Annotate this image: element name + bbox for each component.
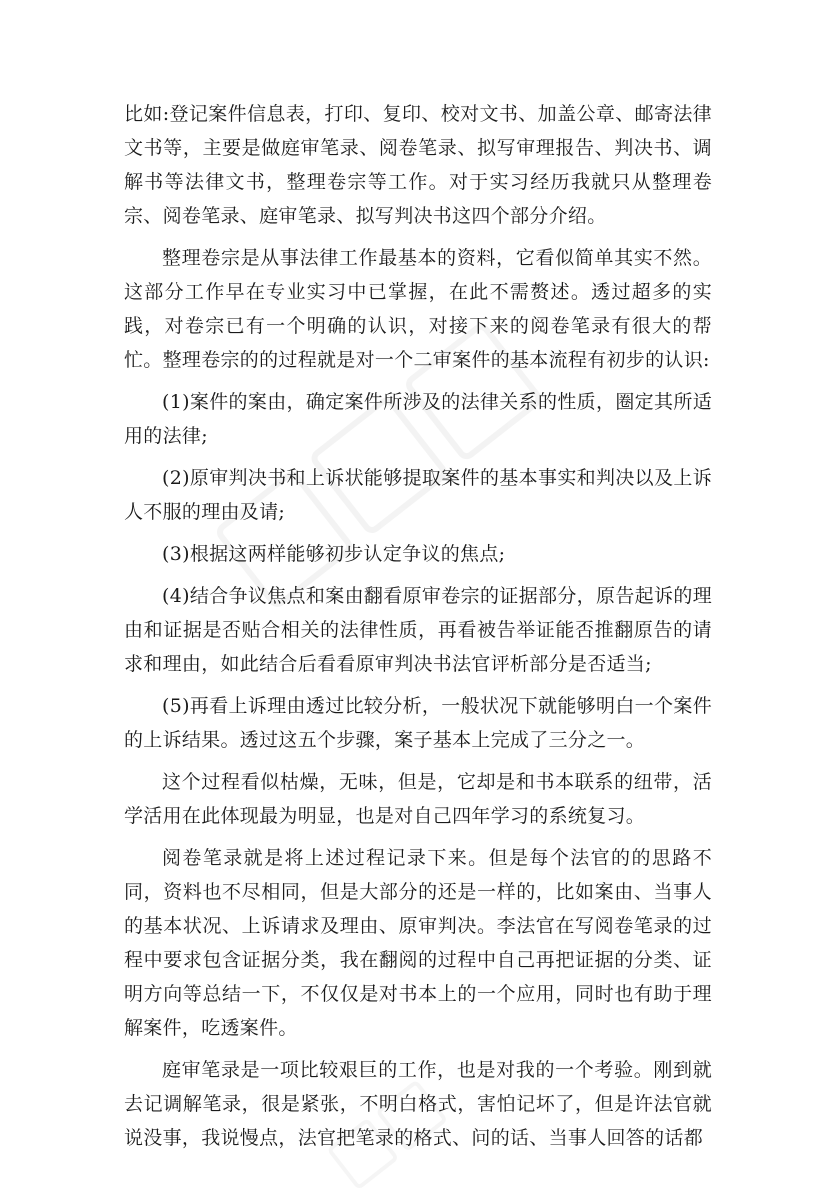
- document-body: [124, 97, 712, 1163]
- paragraph: (1)案件的案由，确定案件所涉及的法律关系的性质，圈定其所适用的法律;: [124, 391, 712, 447]
- paragraph: 这个过程看似枯燥，无味，但是，它却是和书本联系的纽带，活学活用在此体现最为明显，也是对自己四年学习的系统复习。: [124, 771, 712, 827]
- paragraph: (4)结合争议焦点和案由翻看原审卷宗的证据部分，原告起诉的理由和证据是否贴合相关的法律性质，再看被告举证能否推翻原告的请求和理由，如此结合后看看原审判决书法官评析部分是否适当;: [124, 585, 712, 675]
- paragraph: (5)再看上诉理由透过比较分析，一般状况下就能够明白一个案件的上诉结果。透过这五个步骤，案子基本上完成了三分之一。: [124, 695, 712, 751]
- paragraph: 整理卷宗是从事法律工作最基本的资料，它看似简单其实不然。这部分工作早在专业实习中已掌握，在此不需赘述。透过超多的实践，对卷宗已有一个明确的认识，对接下来的阅卷笔录有很大的帮忙。整理卷宗的的过程就是对一个二审案件的基本流程有初步的认识:: [124, 247, 712, 371]
- paragraph: 庭审笔录是一项比较艰巨的工作，也是对我的一个考验。刚到就去记调解笔录，很是紧张，不明白格式，害怕记坏了，但是许法官就说没事，我说慢点，法官把笔录的格式、问的话、当事人回答的话都: [124, 1059, 712, 1149]
- paragraph: 比如:登记案件信息表，打印、复印、校对文书、加盖公章、邮寄法律文书等，主要是做庭审笔录、阅卷笔录、拟写审理报告、判决书、调解书等法律文书，整理卷宗等工作。对于实习经历我就只从整理卷宗、阅卷笔录、庭审笔录、拟写判决书这四个部分介绍。: [124, 103, 712, 227]
- paragraph: (3)根据这两样能够初步认定争议的焦点;: [162, 543, 506, 565]
- paragraph: 阅卷笔录就是将上述过程记录下来。但是每个法官的的思路不同，资料也不尽相同，但是大部分的还是一样的，比如案由、当事人的基本状况、上诉请求及理由、原审判决。李法官在写阅卷笔录的过程中要求包含证据分类，我在翻阅的过程中自己再把证据的分类、证明方向等总结一下，不仅仅是对书本上的一个应用，同时也有助于理解案件，吃透案件。: [124, 847, 712, 1039]
- paragraph: (2)原审判决书和上诉状能够提取案件的基本事实和判决以及上诉人不服的理由及请;: [124, 467, 712, 523]
